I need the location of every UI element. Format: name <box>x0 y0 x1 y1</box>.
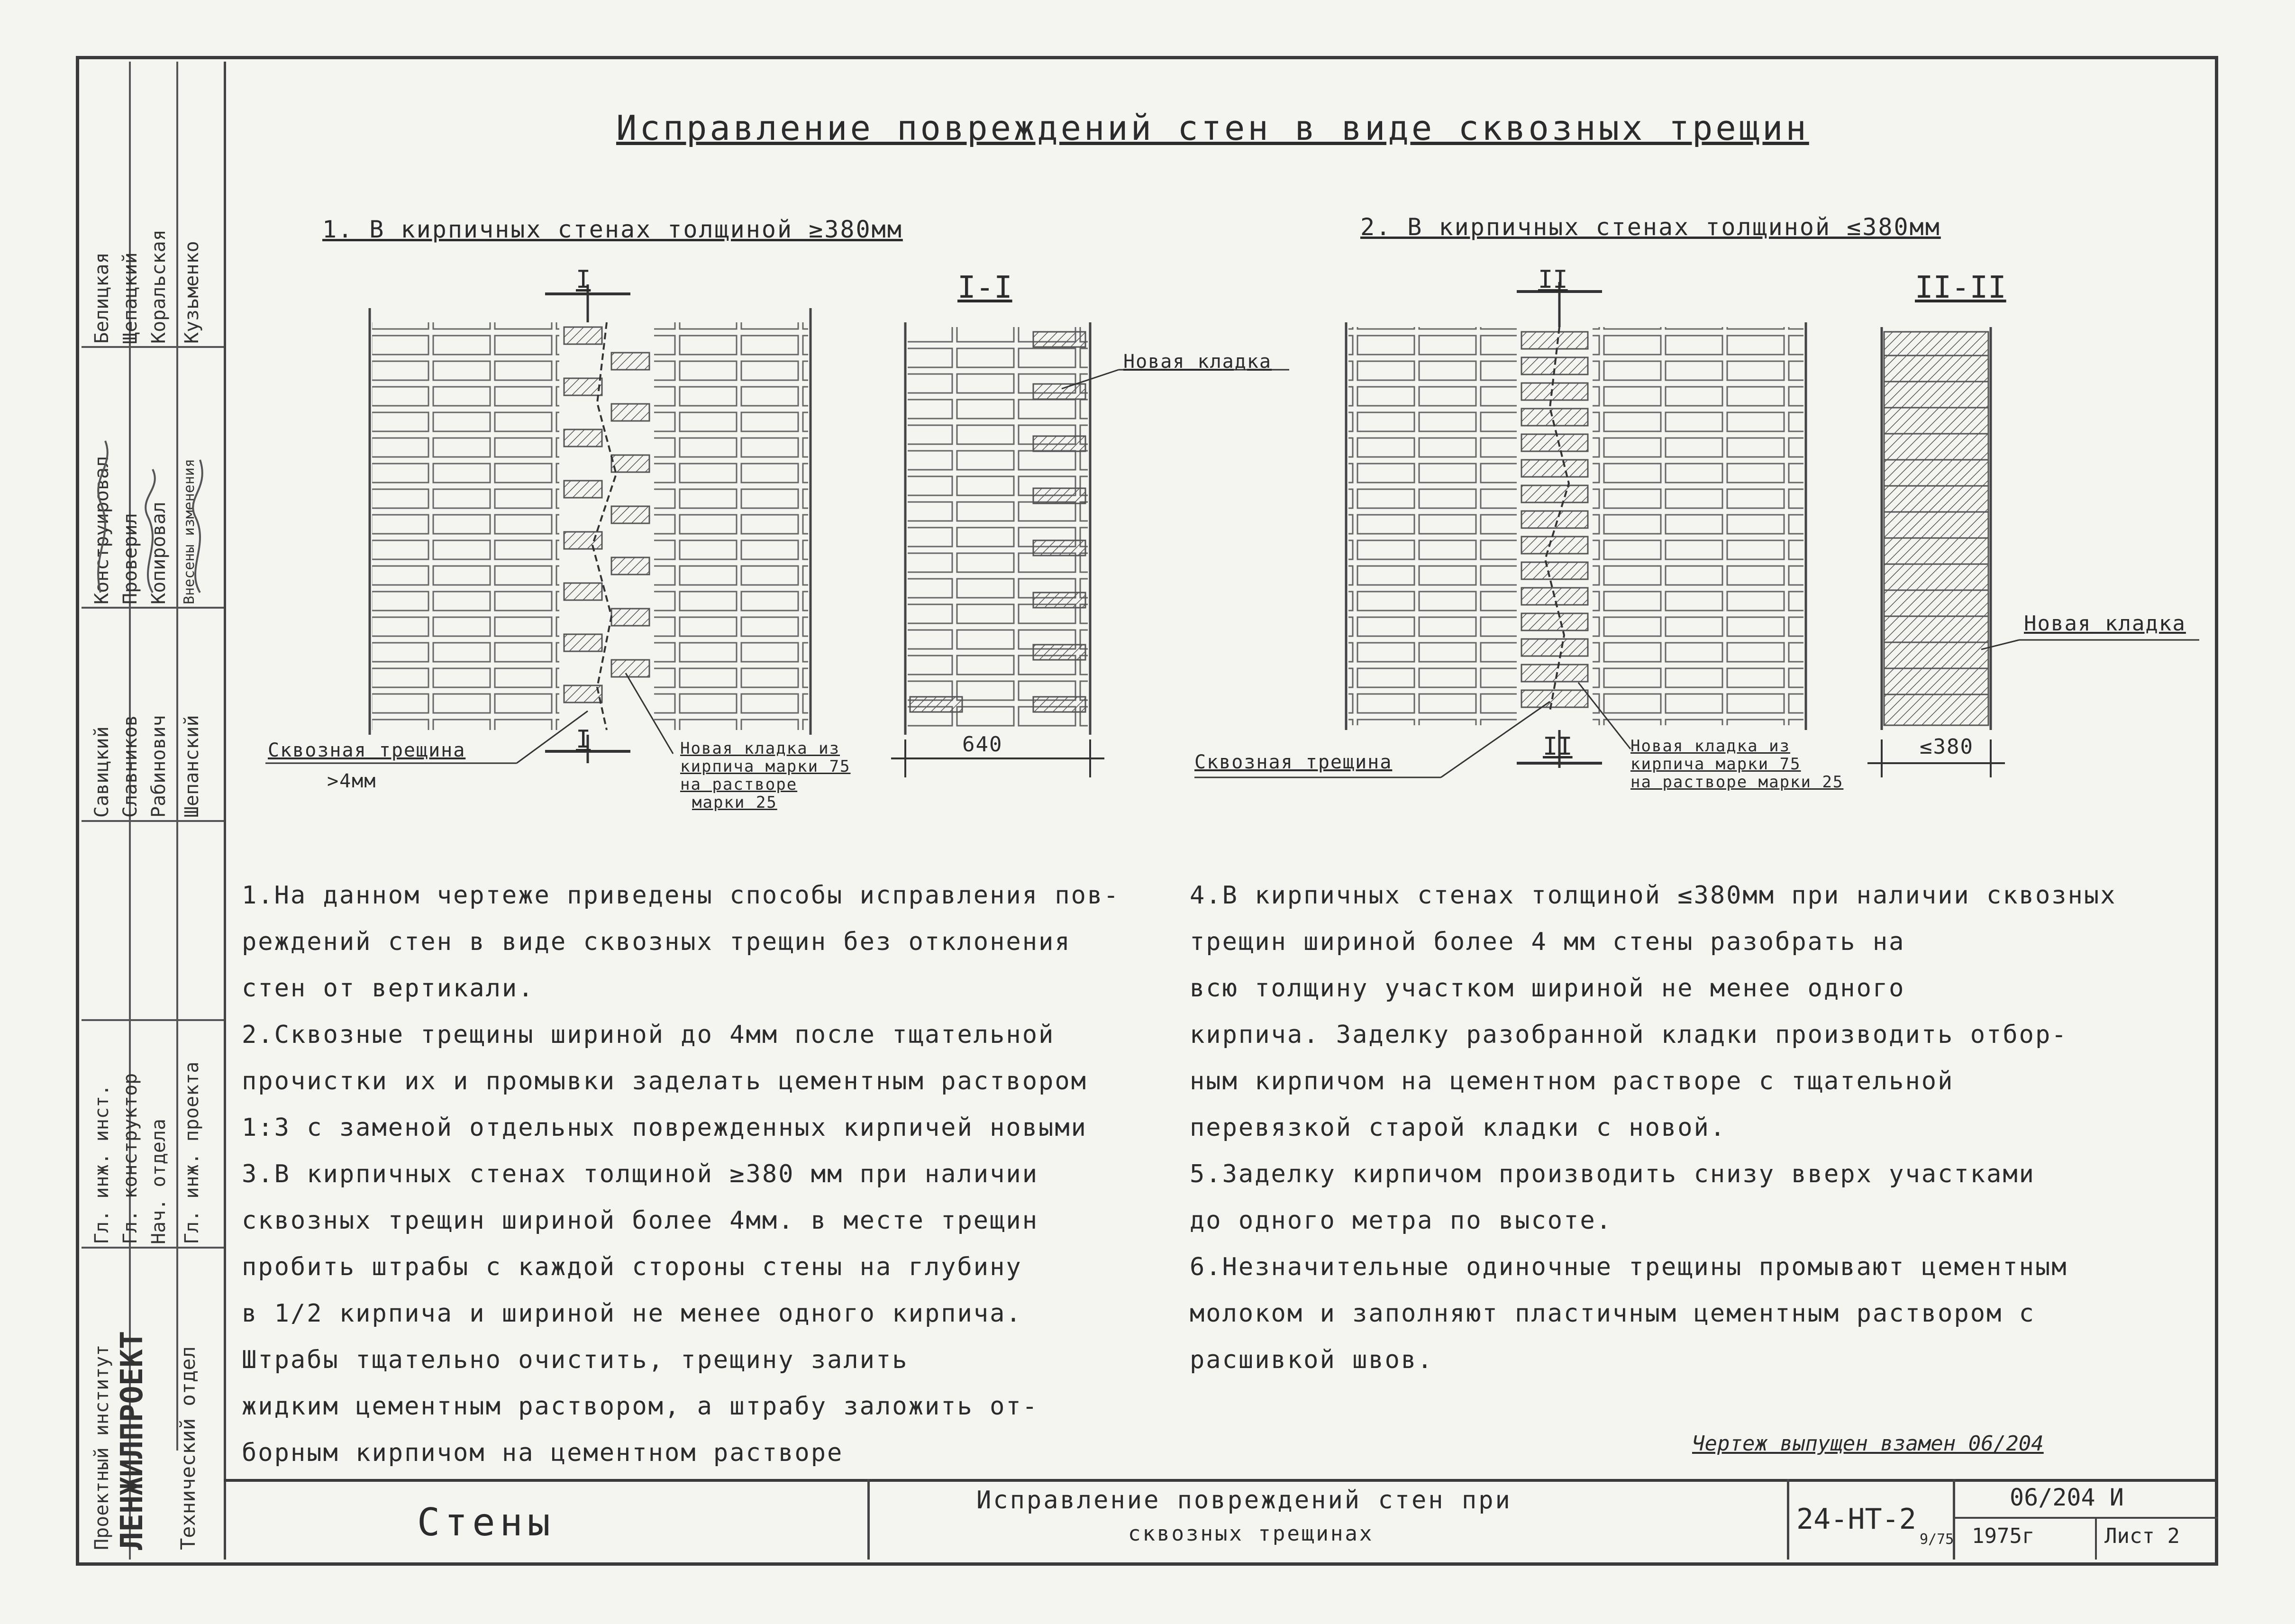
sheet-title-1: Исправление повреждений стен при <box>976 1486 1512 1515</box>
name-savitsky: Савицкий <box>91 726 113 818</box>
role-chief-engineer: Гл. инж. инст. <box>91 1084 113 1244</box>
name-rabinovich: Рабинович <box>148 715 170 818</box>
org-line3: Технический отдел <box>176 1346 200 1550</box>
org-line2: ЛЕНЖИЛПРОЕКТ <box>115 1331 150 1550</box>
title-block-top-line <box>224 1479 2218 1482</box>
note-right-line: перевязкой старой кладки с новой. <box>1190 1113 1727 1142</box>
role-chief-designer: Гл. конструктор <box>119 1073 141 1244</box>
sheet-title-2: сквозных трещинах <box>1128 1522 1374 1546</box>
drawing-code: 24-НТ-2 <box>1796 1503 1916 1536</box>
note-left-line: пробить штрабы с каждой стороны стены на глубину <box>242 1253 1022 1281</box>
crack-right-label: Сквозная трещина <box>1194 751 1393 773</box>
note-right-line: трещин шириной более 4 мм стены разобрать на <box>1190 928 1905 956</box>
drawing-title: Исправление повреждений стен в виде сквозных трещин <box>616 108 1809 148</box>
masonry-note-right-1: кирпича марки 75 <box>1630 755 1801 774</box>
note-right-line: расшивкой швов. <box>1190 1346 1434 1374</box>
note-right-line: 4.В кирпичных стенах толщиной ≤380мм при наличии сквозных <box>1190 881 2117 910</box>
left-section-label: I-I <box>957 270 1012 305</box>
note-left-line: в 1/2 кирпича и шириной не менее одного кирпича. <box>242 1299 1022 1328</box>
left-mark-top: I <box>576 265 591 294</box>
left-mark-bottom: I <box>576 725 591 754</box>
role-copied: Копировал <box>148 502 170 604</box>
note-left-line: реждений стен в виде сквозных трещин без отклонения <box>242 928 1071 956</box>
note-left-line: 2.Сквозные трещины шириной до 4мм после тщательной <box>242 1021 1055 1049</box>
right-section-title: 2. В кирпичных стенах толщиной ≤380мм <box>1360 213 1941 241</box>
section-name: Стены <box>417 1500 555 1544</box>
year: 1975г <box>1972 1524 2035 1548</box>
note-left-line: 3.В кирпичных стенах толщиной ≥380 мм при наличии <box>242 1160 1039 1188</box>
new-masonry-right-label: Новая кладка <box>2024 611 2186 636</box>
tb-divider-5 <box>2095 1517 2097 1560</box>
org-line1: Проектный институт <box>91 1344 113 1550</box>
note-left-line: сквозных трещин шириной более 4мм. в месте трещин <box>242 1206 1039 1235</box>
note-left-line: жидким цементным раствором, а штрабу заложить от- <box>242 1392 1039 1421</box>
doc-number: 06/204 И <box>2010 1484 2124 1511</box>
notes-right <box>1190 872 2116 1383</box>
tb-divider-2 <box>1787 1479 1789 1560</box>
right-mark-bottom: II <box>1543 732 1573 761</box>
drawing-code-fraction: 9/75 <box>1920 1531 1954 1548</box>
new-masonry-left-label: Новая кладка <box>1123 351 1272 373</box>
masonry-note-right-0: Новая кладка из <box>1630 737 1791 756</box>
name-belitskaya: Белицкая <box>91 252 113 344</box>
tb-divider-1 <box>867 1479 870 1560</box>
dim-left: 640 <box>962 732 1003 757</box>
sheet-number: Лист 2 <box>2104 1524 2180 1548</box>
masonry-note-left-0: Новая кладка из <box>680 739 840 758</box>
left-section-title: 1. В кирпичных стенах толщиной ≥380мм <box>322 216 903 243</box>
masonry-note-left-2: на растворе <box>680 775 798 794</box>
right-elevation <box>1346 282 1806 768</box>
role-designed: Конструировал <box>91 456 113 604</box>
name-shepansky: Шепанский <box>181 715 203 818</box>
right-section-label: II-II <box>1915 270 2006 305</box>
note-right-line: ным кирпичом на цементном растворе с тщательной <box>1190 1067 1954 1095</box>
note-right-line: молоком и заполняют пластичным цементным раствором с <box>1190 1299 2035 1328</box>
note-right-line: 5.Заделку кирпичом производить снизу вверх участками <box>1190 1160 2035 1188</box>
note-left-line: прочистки их и промывки заделать цементным раствором <box>242 1067 1087 1095</box>
crack-left-width: >4мм <box>327 770 377 792</box>
role-head-department: Нач. отдела <box>148 1119 170 1244</box>
role-checked: Проверил <box>119 513 141 604</box>
right-section <box>1867 327 2199 777</box>
name-shchepatsky: Щепацкий <box>119 252 141 344</box>
note-right-line: всю толщину участком шириной не менее одного <box>1190 974 1905 1003</box>
crack-left-label: Сквозная трещина <box>268 739 466 761</box>
right-mark-top: II <box>1538 265 1568 294</box>
dim-right: ≤380 <box>1920 735 1974 759</box>
note-right-line: до одного метра по высоте. <box>1190 1206 1612 1235</box>
note-left-line: 1.На данном чертеже приведены способы исправления пов- <box>242 881 1120 910</box>
role-project-engineer: Гл. инж. проекта <box>181 1061 203 1244</box>
issued-note: Чертеж выпущен взамен 06/204 <box>1692 1432 2044 1456</box>
name-slavnikov: Славников <box>119 715 141 818</box>
role-changes: Внесены изменения <box>181 458 198 604</box>
note-left-line: Штрабы тщательно очистить, трещину залить <box>242 1346 909 1374</box>
note-right-line: кирпича. Заделку разобранной кладки производить отбор- <box>1190 1021 2068 1049</box>
note-right-line: 6.Незначительные одиночные трещины промывают цементным <box>1190 1253 2068 1281</box>
masonry-note-right-2: на растворе марки 25 <box>1630 773 1844 792</box>
name-koralskaya: Коральская <box>148 229 170 344</box>
note-left-line: борным кирпичом на цементном растворе <box>242 1439 844 1467</box>
notes-left <box>242 872 1120 1476</box>
masonry-note-left-3: марки 25 <box>692 793 777 812</box>
left-elevation <box>370 284 811 763</box>
masonry-note-left-1: кирпича марки 75 <box>680 757 851 776</box>
tb-divider-4 <box>1953 1517 2218 1519</box>
name-kuzmenko: Кузьменко <box>181 241 203 344</box>
left-section <box>891 322 1289 777</box>
note-left-line: 1:3 с заменой отдельных поврежденных кирпичей новыми <box>242 1113 1087 1142</box>
note-left-line: стен от вертикали. <box>242 974 535 1003</box>
